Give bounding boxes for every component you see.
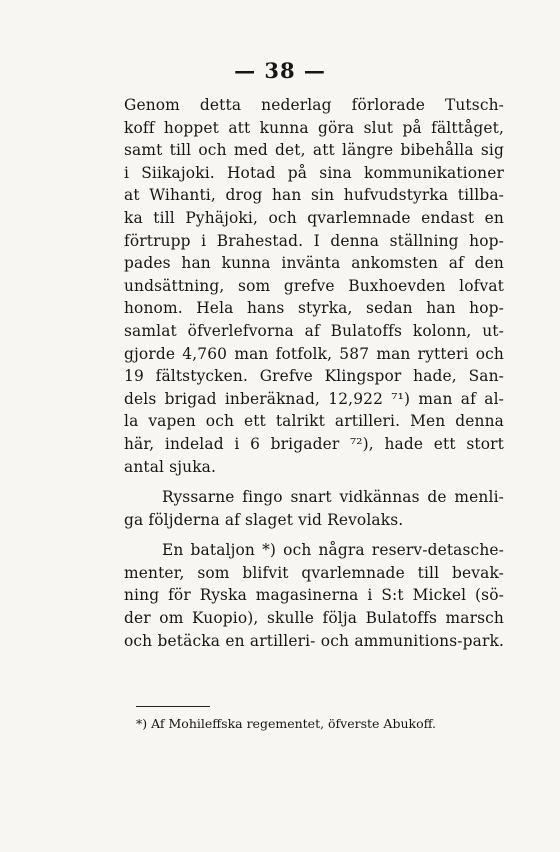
text-line: ga följderna af slaget vid Revolaks. bbox=[124, 510, 404, 529]
text-line: samlat öfverlefvorna af Bulatoffs kolonn, ut- bbox=[124, 321, 504, 340]
text-line: at Wihanti, drog han sin hufvudstyrka tillba- bbox=[124, 186, 504, 205]
text-line: Ryssarne fingo snart vidkännas de menli- bbox=[162, 488, 504, 507]
text-line: En bataljon *) och några reserv-detasche- bbox=[162, 541, 504, 560]
text-line: undsättning, som grefve Buxhoevden lofvat bbox=[124, 276, 504, 295]
text-line: gjorde 4,760 man fotfolk, 587 man rytteri och bbox=[124, 344, 504, 363]
text-line: samt till och med det, att längre bibehålla sig bbox=[124, 141, 504, 160]
text-line: la vapen och ett talrikt artilleri. Men denna bbox=[124, 412, 504, 431]
text-line: menter, som blifvit qvarlemnade till bevak- bbox=[124, 563, 504, 582]
text-line: Genom detta nederlag förlorade Tutsch- bbox=[124, 96, 504, 114]
text-line: 19 fältstycken. Grefve Klingspor hade, San- bbox=[124, 367, 504, 386]
footnote: *) Af Mohileffska regementet, öfverste Abukoff. bbox=[136, 716, 437, 731]
text-line: och betäcka en artilleri- och ammunitions-park. bbox=[124, 631, 504, 650]
text-line: här, indelad i 6 brigader ⁷²), hade ett stort bbox=[124, 434, 504, 453]
text-line: i Siikajoki. Hotad på sina kommunikationer bbox=[124, 163, 504, 182]
text-line: förtrupp i Brahestad. I denna ställning hop- bbox=[124, 231, 504, 250]
text-line: dels brigad inberäknad, 12,922 ⁷¹) man af al- bbox=[124, 389, 504, 408]
text-line: der om Kuopio), skulle följa Bulatoffs marsch bbox=[124, 609, 504, 628]
body-text bbox=[124, 94, 504, 652]
text-line: ning för Ryska magasinerna i S:t Mickel (sö- bbox=[124, 586, 504, 605]
paragraph-gap bbox=[124, 478, 504, 486]
paragraph-gap bbox=[124, 531, 504, 539]
text-line: ka till Pyhäjoki, och qvarlemnade endast en bbox=[124, 208, 504, 227]
text-line: koff hoppet att kunna göra slut på fälttåget, bbox=[124, 118, 504, 137]
text-line: pades han kunna invänta ankomsten af den bbox=[124, 254, 504, 273]
text-line: honom. Hela hans styrka, sedan han hop- bbox=[124, 299, 504, 318]
page-number: — 38 — bbox=[234, 58, 326, 83]
text-line: antal sjuka. bbox=[124, 457, 217, 476]
footnote-divider bbox=[136, 706, 210, 707]
